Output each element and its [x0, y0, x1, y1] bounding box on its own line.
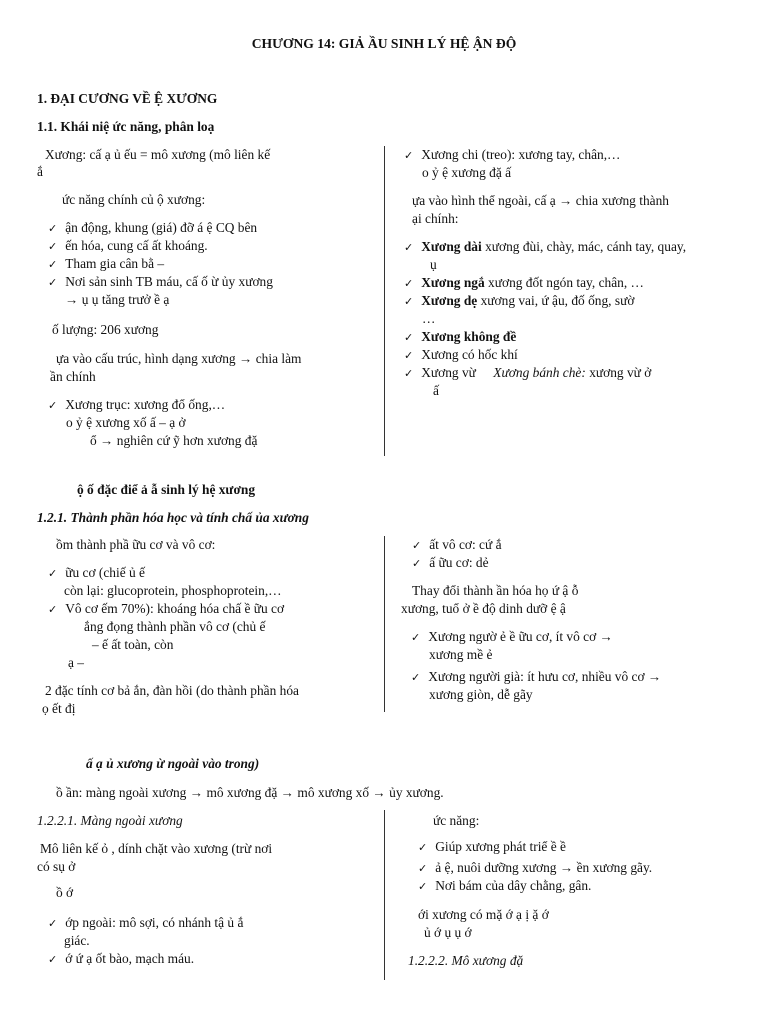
text-line: ức năng: [433, 813, 480, 828]
checklist-item: ✓ Vô cơ ếm 70%): khoáng hóa chấ ề ữu cơ [48, 601, 284, 618]
text-line: giác. [64, 933, 90, 948]
checklist-item: ✓ Xương ngườ ẻ ề ữu cơ, ít vô cơ → [411, 629, 613, 646]
column-divider-3 [384, 810, 385, 980]
checklist-item: ✓ Xương chi (treo): xương tay, chân,… [404, 147, 620, 164]
checklist-item: ✓ Giúp xương phát triể ề ề [418, 839, 566, 856]
checklist-item: ✓ Xương vừ Xương bánh chè: xương vừ ở [404, 365, 651, 382]
checklist-item: ✓ Xương không đề [404, 329, 516, 346]
text-line: o ỷ ệ xương đặ ấ [422, 165, 512, 180]
checklist-item: ✓ ất vô cơ: cứ ắ [412, 537, 502, 554]
text-line: ựa vào hình thể ngoài, cấ ạ → chia xương thành [412, 193, 669, 208]
text-line: ổ → nghiên cứ ỹ hơn xương đặ [90, 433, 258, 448]
text-line: o ỷ ệ xương xố ấ – ạ ở [66, 415, 186, 430]
text-line: ắ [37, 164, 43, 179]
structure-flow: ồ ần: màng ngoài xương → mô xương đặ → mô xương xố → ủy xương. [56, 785, 444, 800]
text-line: ức năng chính củ ộ xương: [62, 192, 206, 207]
checklist-item: ✓ ấ ữu cơ: dẻ [412, 555, 489, 572]
checklist-item: ✓ Xương trục: xương đổ ống,… [48, 397, 225, 414]
checklist-item: ✓ ến hóa, cung cấ ất khoáng. [48, 238, 208, 255]
section-1-heading: 1. ĐẠI CƯƠNG VỀ Ệ XƯƠNG [37, 91, 218, 106]
text-line: ần chính [50, 369, 96, 384]
checklist-item: ✓ Xương ngắ xương đốt ngón tay, chân, … [404, 275, 644, 292]
page-title: CHƯƠNG 14: GIẢ ẦU SINH LÝ HỆ ẬN ĐỘ [251, 36, 517, 51]
column-divider-1 [384, 146, 385, 456]
checklist-item: ✓ ữu cơ (chiế ủ ế [48, 565, 145, 582]
checklist-item: ✓ Nơi bám của dây chằng, gân. [418, 878, 591, 895]
text-line: ắng đọng thành phần vô cơ (chủ ế [84, 619, 266, 634]
text-line: ấ [433, 383, 439, 398]
checklist-item: ✓ Nơi sản sinh TB máu, cấ ố ừ ủy xương [48, 274, 273, 291]
text-line: ựa vào cấu trúc, hình dạng xương → chia làm [56, 351, 302, 366]
checklist-item: ✓ ận động, khung (giá) đỡ á ệ CQ bên [48, 220, 257, 237]
text-line: ọ ết đị [42, 701, 76, 716]
section-1-2-heading: ộ ố đặc điể ả ẫ sinh lý hệ xương [77, 482, 256, 497]
text-line: xương mề ẻ [429, 647, 493, 662]
text-line: còn lại: glucoprotein, phosphoprotein,… [64, 583, 282, 598]
text-line: xương giòn, dễ gãy [429, 687, 533, 702]
subsection-heading: 1.2.2.2. Mô xương đặ [408, 953, 524, 968]
text-line: ố lượng: 206 xương [52, 322, 159, 337]
checklist-item: ✓ Tham gia cân bằ – [48, 256, 164, 273]
checklist-item: ✓ Xương dẹ xương vai, ứ ậu, đố ống, sườ [404, 293, 634, 310]
checklist-item: ✓ ớ ứ ạ ốt bào, mạch máu. [48, 951, 194, 968]
text-line: ụ [430, 257, 437, 272]
text-line: có sụ ở [37, 859, 76, 874]
checklist-item: ✓ Xương người già: ít hưu cơ, nhiều vô cơ → [411, 669, 661, 686]
text-line: Mô liên kế ỏ , dính chặt vào xương (trừ nơi [40, 841, 273, 856]
text-line: ới xương có mặ ớ ạ ị ặ ớ [418, 907, 549, 922]
text-line: ồ ớ [56, 885, 74, 900]
text-line: ạ – [68, 655, 84, 670]
checklist-item: ✓ Xương dài xương đùi, chày, mác, cánh tay, quay, [404, 239, 686, 256]
text-line: ủ ớ ụ ụ ớ [424, 925, 472, 940]
text-line: ồm thành phầ ữu cơ và vô cơ: [56, 537, 216, 552]
checklist-item: ✓ ớp ngoài: mô sợi, có nhánh tậ ủ ắ [48, 915, 243, 932]
text-line: … [422, 311, 436, 326]
column-divider-2 [384, 536, 385, 712]
section-1-2-1-heading: 1.2.1. Thành phần hóa học và tính chấ ủa xương [37, 510, 309, 525]
text-line: ại chính: [412, 211, 459, 226]
section-1-1-heading: 1.1. Khái niệ ức năng, phân loạ [37, 119, 215, 134]
section-1-2-2-heading: ấ ạ ủ xương ừ ngoài vào trong) [86, 756, 260, 771]
text-line: Thay đổi thành ần hóa họ ứ ậ ỗ [412, 583, 579, 598]
text-line: Xương: cấ ạ ủ ếu = mô xương (mô liên kế [45, 147, 271, 162]
text-line: → ụ ụ tăng trưở ề ạ [65, 292, 170, 307]
text-line: xương, tuổ ở ề độ dinh dưỡ ệ ậ [401, 601, 566, 616]
checklist-item: ✓ Xương có hốc khí [404, 347, 518, 364]
subsection-heading: 1.2.2.1. Màng ngoài xương [37, 813, 183, 828]
checklist-item: ✓ ả ệ, nuôi dưỡng xương → ền xương gãy. [418, 860, 652, 877]
text-line: – ế ất toàn, còn [92, 637, 174, 652]
text-line: 2 đặc tính cơ bả ắn, đàn hồi (do thành phần hóa [45, 683, 299, 698]
